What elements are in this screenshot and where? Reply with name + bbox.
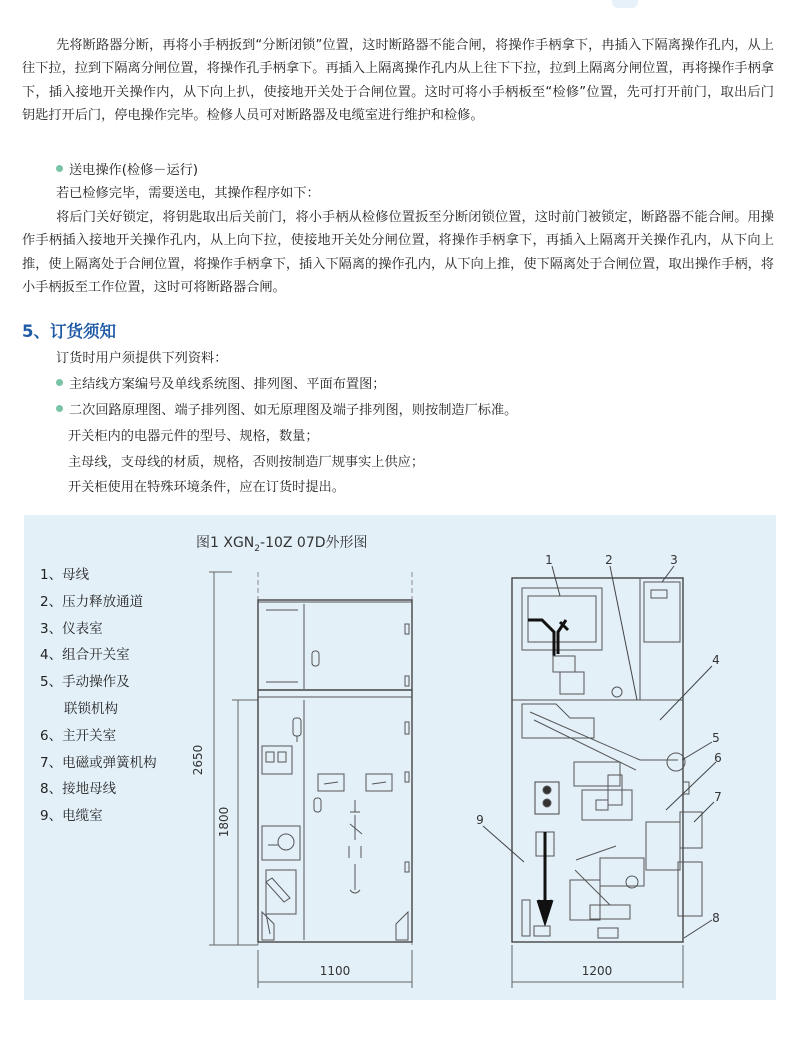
side-view-drawing: [483, 566, 716, 988]
legend-item: 9、电缆室: [40, 808, 103, 825]
legend-item: 5、手动操作及: [40, 674, 130, 691]
resume-line: 若已检修完毕，需要送电，其操作程序如下：: [56, 186, 320, 201]
callout-label: 7: [714, 790, 722, 804]
callout-label: 3: [670, 553, 678, 567]
order-bullet: 二次回路原理图、端子排列图、如无原理图及端子排列图，则按制造厂标准。: [56, 400, 517, 422]
legend-item: 1、母线: [40, 567, 90, 583]
callout-label: 4: [712, 653, 720, 667]
legend-item: 联锁机构: [64, 700, 118, 717]
callout-label: 6: [714, 751, 722, 765]
callout-label: 1: [545, 553, 553, 567]
legend-item: 3、仪表室: [40, 620, 103, 637]
front-view-drawing: [209, 572, 412, 988]
figure-title: 图1 $XGN_2-10Z$ 07D外形图: [196, 535, 368, 554]
dim-lower-height: 1800: [217, 806, 231, 838]
legend-item: 6、主开关室: [40, 727, 117, 744]
legend-item: 7、电磁或弹簧机构: [40, 754, 157, 771]
order-line: 主母线，支母线的材质，规格，否则按制造厂规事实上供应；: [68, 455, 425, 470]
legend-item: 8、接地母线: [40, 781, 117, 798]
dim-side-width: 1200: [581, 964, 613, 978]
power-on-label: 送电操作(检修－运行): [69, 163, 198, 178]
dim-front-width: 1100: [319, 964, 351, 978]
order-line: 开关柜使用在特殊环境条件，应在订货时提出。: [68, 480, 345, 495]
legend-item: 2、压力释放通道: [40, 593, 144, 610]
order-bullet: 主结线方案编号及单线系统图、排列图、平面布置图；: [56, 374, 386, 396]
dim-total-height: 2650: [191, 744, 205, 776]
order-intro: 订货时用户须提供下列资料：: [56, 351, 228, 366]
section-heading-ordering: 5、订货须知: [22, 322, 116, 341]
maintenance-text: 先将断路器分断，再将小手柄扳到“分断闭锁”位置，这时断路器不能合闸，将操作手柄拿下，冉插入下隔离操作孔内，从上往下拉，拉到下隔离分闸位置，将操作孔手柄拿下。再插入上隔离操作孔内从上往下下拉，拉到上隔离分闸位置，再将操作手柄拿下，插入接地开关操作内，从下向上扒，使接地开关处于合闸位置。这时可将小手柄板至“检修”位置，先可打开前门，取出后门钥匙打开后门，停电操作完毕。检修人员可对断路器及电缆室进行维护和检修。: [22, 38, 774, 124]
callout-label: 2: [605, 553, 613, 567]
power-on-text: 将后门关好锁定，将钥匙取出后关前门，将小手柄从检修位置扳至分断闭锁位置，这时前门被锁定，断路器不能合闸。用操作手柄插入接地开关操作孔内，从上向下拉，使接地开关处分闸位置，将操作手柄拿下，再插入上隔离开关操作孔内，从下向上推，使上隔离处于合闸位置，将操作手柄拿下，插入下隔离的操作孔内，从下向上推，使下隔离处于合闸位置，取出操作手柄，将小手柄扳至工作位置，这时可将断路器合闸。: [22, 210, 774, 296]
legend-item: 4、组合开关室: [40, 647, 130, 664]
callout-label: 9: [476, 813, 484, 827]
order-line: 开关柜内的电器元件的型号、规格，数量；: [68, 429, 319, 444]
callout-label: 8: [712, 911, 720, 925]
callout-label: 5: [712, 731, 720, 745]
